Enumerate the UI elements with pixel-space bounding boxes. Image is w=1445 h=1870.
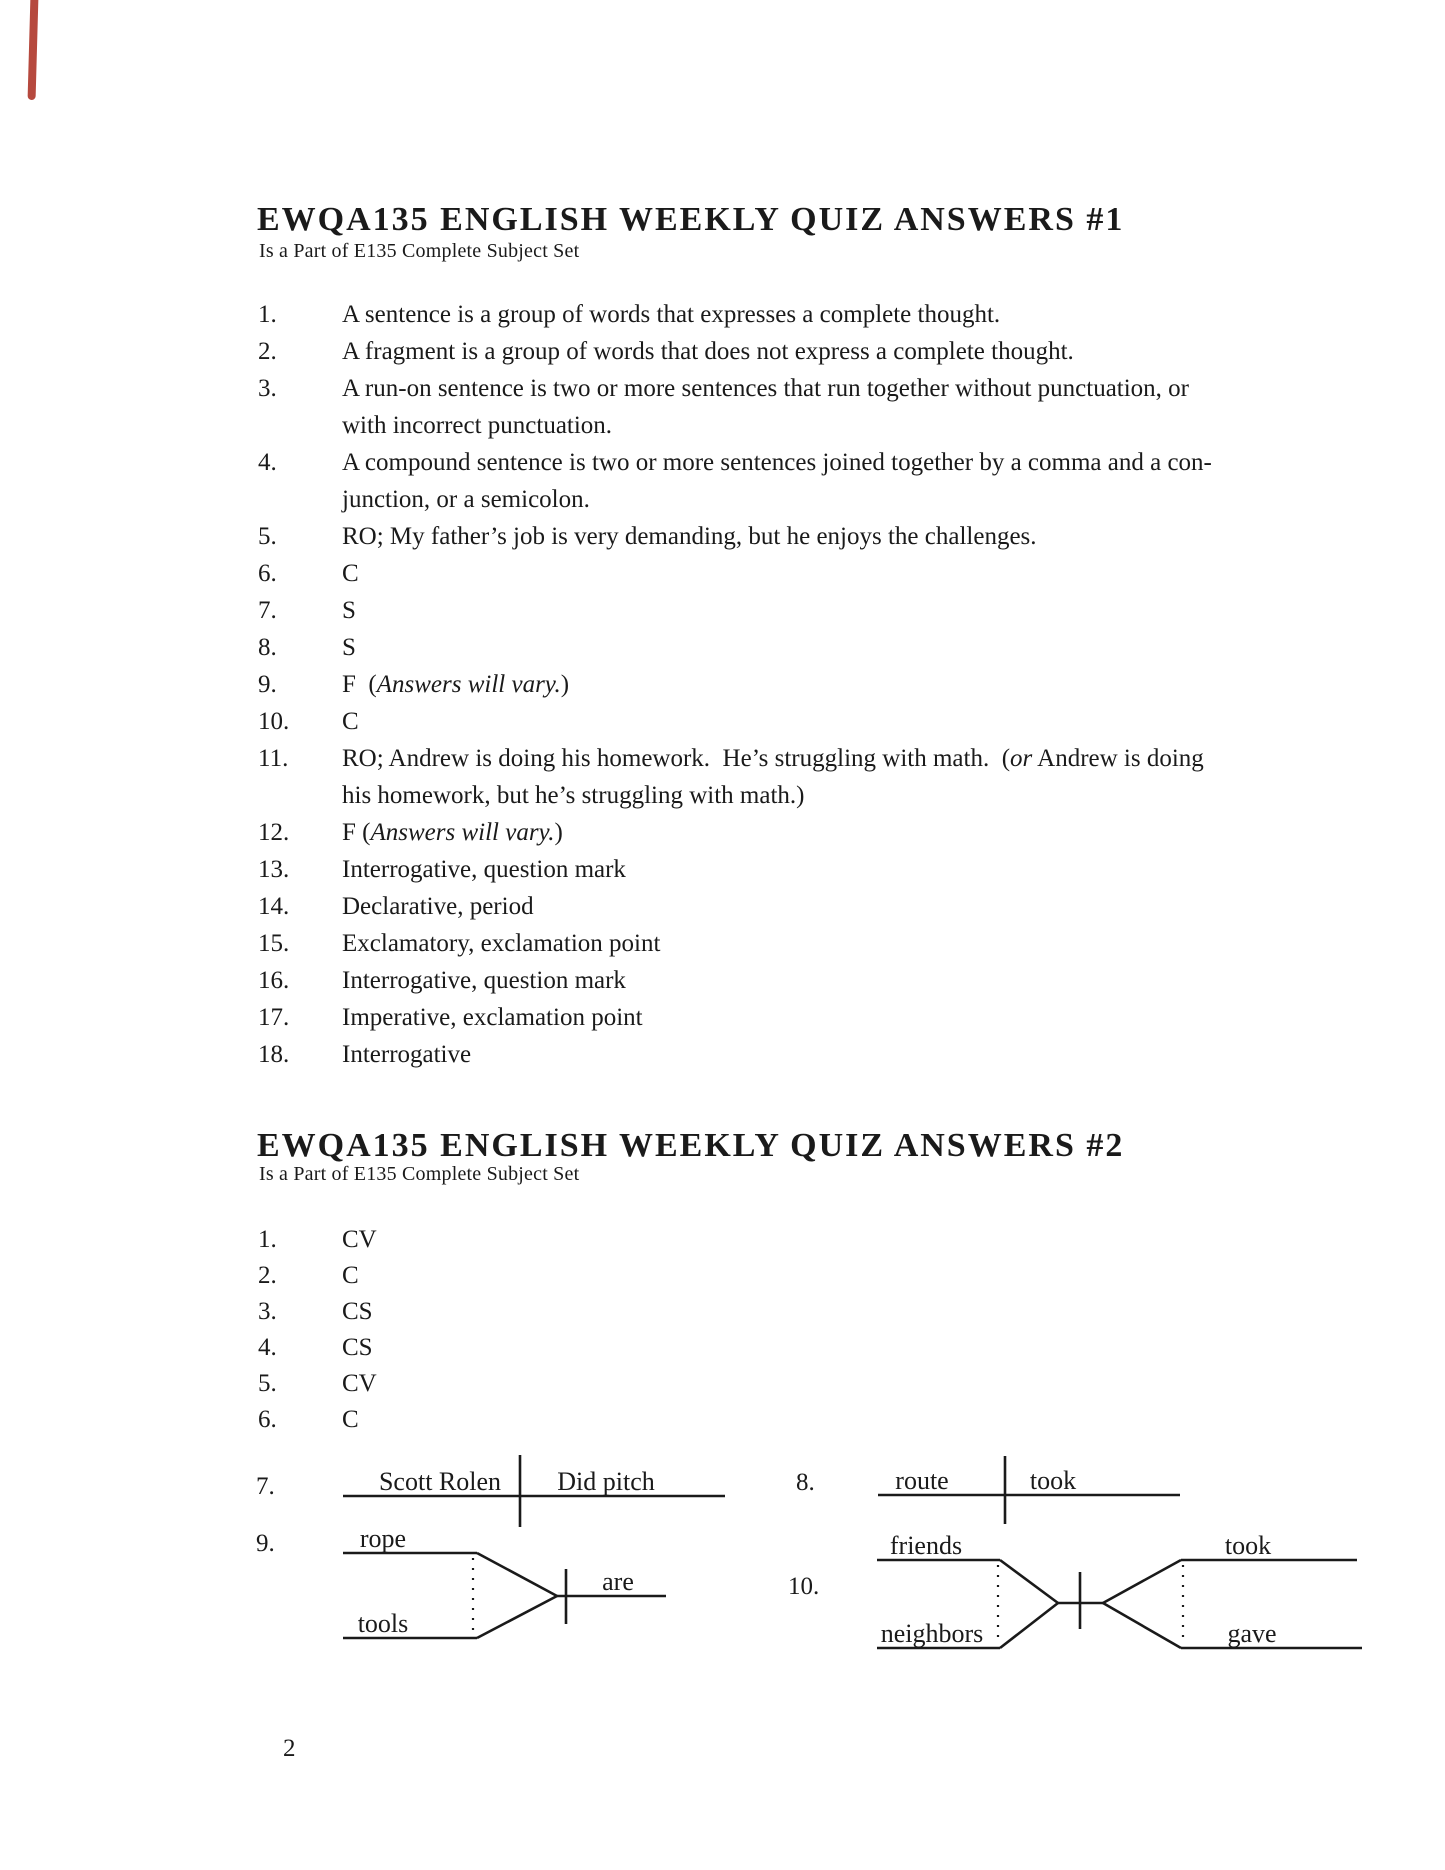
answer-text-line: his homework, but he’s struggling with math.) [342, 782, 805, 809]
answer-text-line: CV [342, 1370, 377, 1397]
answer-text-line: Interrogative, question mark [342, 967, 626, 994]
verb-top-diagonal [1103, 1560, 1181, 1603]
answer-number: 6. [258, 560, 277, 587]
answer-number: 1. [258, 1226, 277, 1253]
answer-text-line: CS [342, 1298, 373, 1325]
answer-text [342, 666, 1322, 703]
answer-item [258, 1036, 1322, 1073]
answer-text-line: F (Answers will vary.) [342, 819, 563, 846]
verb-label: are [602, 1567, 634, 1596]
section2-subtitle: Is a Part of E135 Complete Subject Set [259, 1163, 580, 1185]
answer-item [258, 888, 1322, 925]
subject-bottom-diagonal [1000, 1603, 1058, 1648]
sentence-diagram-10 [860, 1528, 1380, 1658]
answer-text [342, 962, 1322, 999]
red-scan-artifact [28, 0, 39, 100]
answer-text [342, 1258, 1322, 1294]
answer-item [258, 999, 1322, 1036]
answer-text [342, 1402, 1322, 1438]
section2-answer-list [258, 1222, 1322, 1438]
subject-bottom-diagonal [477, 1596, 557, 1638]
answer-number: 16. [258, 967, 290, 994]
subject-bottom-label: neighbors [880, 1619, 984, 1648]
answer-item [258, 925, 1322, 962]
answer-item [258, 629, 1322, 666]
answer-number: 2. [258, 1262, 277, 1289]
answer-number: 4. [258, 1334, 277, 1361]
answer-number: 15. [258, 930, 290, 957]
diagram9-number: 9. [256, 1530, 275, 1557]
diagram-verb-label: Did pitch [557, 1467, 655, 1496]
answer-text-line: S [342, 634, 356, 661]
answer-text-line: A sentence is a group of words that expresses a complete thought. [342, 301, 1001, 328]
answer-text-line: with incorrect punctuation. [342, 412, 613, 439]
answer-text-line: F (Answers will vary.) [342, 671, 570, 698]
answer-item [258, 1294, 1322, 1330]
answer-number: 6. [258, 1406, 277, 1433]
answer-text [342, 296, 1322, 333]
answer-text [342, 703, 1322, 740]
answer-text [342, 592, 1322, 629]
answer-text-line: Exclamatory, exclamation point [342, 930, 661, 957]
verb-top-label: took [1224, 1531, 1272, 1560]
answer-number: 4. [258, 449, 277, 476]
answer-item [258, 740, 1322, 814]
subject-top-diagonal [1000, 1560, 1058, 1603]
section2-title: EWQA135 ENGLISH WEEKLY QUIZ ANSWERS #2 [257, 1127, 1125, 1164]
answer-item [258, 333, 1322, 370]
subject-top-label: friends [889, 1531, 963, 1560]
subject-top-label: rope [359, 1524, 407, 1553]
answer-number: 17. [258, 1004, 290, 1031]
answer-number: 18. [258, 1041, 290, 1068]
answer-text [342, 888, 1322, 925]
answer-text [342, 555, 1322, 592]
section1-title: EWQA135 ENGLISH WEEKLY QUIZ ANSWERS #1 [257, 201, 1125, 238]
answer-number: 2. [258, 338, 277, 365]
answer-item [258, 666, 1322, 703]
answer-text [342, 999, 1322, 1036]
answer-text-line: A run-on sentence is two or more sentences that run together without punctuation, or [342, 375, 1190, 402]
answer-text [342, 629, 1322, 666]
answer-number: 3. [258, 375, 277, 402]
subject-top-diagonal [477, 1553, 557, 1596]
answer-number: 12. [258, 819, 290, 846]
answer-number: 5. [258, 523, 277, 550]
answer-text-line: CV [342, 1226, 377, 1253]
answer-text [342, 518, 1322, 555]
answer-text [342, 444, 1322, 518]
answer-number: 9. [258, 671, 277, 698]
diagram7-number: 7. [256, 1473, 275, 1500]
answer-text [342, 370, 1322, 444]
answer-item [258, 1330, 1322, 1366]
answer-text-line: A compound sentence is two or more sentences joined together by a comma and a con- [342, 449, 1212, 476]
answer-text-line: C [342, 708, 359, 735]
answer-text-line: C [342, 1406, 359, 1433]
answer-text [342, 333, 1322, 370]
subject-bottom-label: tools [357, 1609, 409, 1638]
answer-item [258, 1366, 1322, 1402]
diagram-subject-label: route [895, 1466, 949, 1495]
diagram-verb-label: took [1029, 1466, 1077, 1495]
answer-text [342, 1294, 1322, 1330]
answer-item [258, 703, 1322, 740]
answer-item [258, 370, 1322, 444]
answer-text-line: S [342, 597, 356, 624]
answer-number: 10. [258, 708, 290, 735]
answer-item [258, 962, 1322, 999]
answer-number: 14. [258, 893, 290, 920]
answer-number: 13. [258, 856, 290, 883]
answer-number: 5. [258, 1370, 277, 1397]
answer-item [258, 1222, 1322, 1258]
section1-subtitle: Is a Part of E135 Complete Subject Set [259, 240, 580, 262]
answer-text-line: Declarative, period [342, 893, 534, 920]
answer-item [258, 851, 1322, 888]
answer-text-line: RO; Andrew is doing his homework. He’s struggling with math. (or Andrew is doing [342, 745, 1204, 772]
answer-number: 3. [258, 1298, 277, 1325]
answer-item [258, 1258, 1322, 1294]
answer-text [342, 925, 1322, 962]
diagram8-number: 8. [796, 1469, 815, 1496]
answer-number: 11. [258, 745, 289, 772]
answer-text [342, 814, 1322, 851]
answer-text-line: C [342, 1262, 359, 1289]
answer-item [258, 592, 1322, 629]
answer-number: 1. [258, 301, 277, 328]
verb-bottom-label: gave [1227, 1619, 1277, 1648]
answer-text-line: Imperative, exclamation point [342, 1004, 643, 1031]
answer-number: 7. [258, 597, 277, 624]
answer-text [342, 1366, 1322, 1402]
answer-item [258, 1402, 1322, 1438]
answer-text-line: CS [342, 1334, 373, 1361]
answer-item [258, 814, 1322, 851]
section1-answer-list [258, 296, 1322, 1073]
answer-item [258, 555, 1322, 592]
answer-text-line: Interrogative, question mark [342, 856, 626, 883]
answer-text-line: RO; My father’s job is very demanding, but he enjoys the challenges. [342, 523, 1037, 550]
page-number: 2 [283, 1735, 296, 1762]
answer-item [258, 444, 1322, 518]
answer-item [258, 518, 1322, 555]
diagram-subject-label: Scott Rolen [378, 1467, 502, 1496]
answer-text [342, 1036, 1322, 1073]
answer-text [342, 740, 1322, 814]
diagram10-number: 10. [788, 1573, 820, 1600]
answer-text-line: junction, or a semicolon. [342, 486, 590, 513]
answer-text-line: A fragment is a group of words that does not express a complete thought. [342, 338, 1074, 365]
answer-number: 8. [258, 634, 277, 661]
answer-text [342, 1330, 1322, 1366]
verb-bottom-diagonal [1103, 1603, 1181, 1648]
sentence-diagram-9 [335, 1522, 675, 1652]
answer-item [258, 296, 1322, 333]
sentence-diagram-8 [860, 1446, 1190, 1536]
answer-text-line: Interrogative [342, 1041, 472, 1068]
answer-text [342, 851, 1322, 888]
answer-text-line: C [342, 560, 359, 587]
answer-text [342, 1222, 1322, 1258]
